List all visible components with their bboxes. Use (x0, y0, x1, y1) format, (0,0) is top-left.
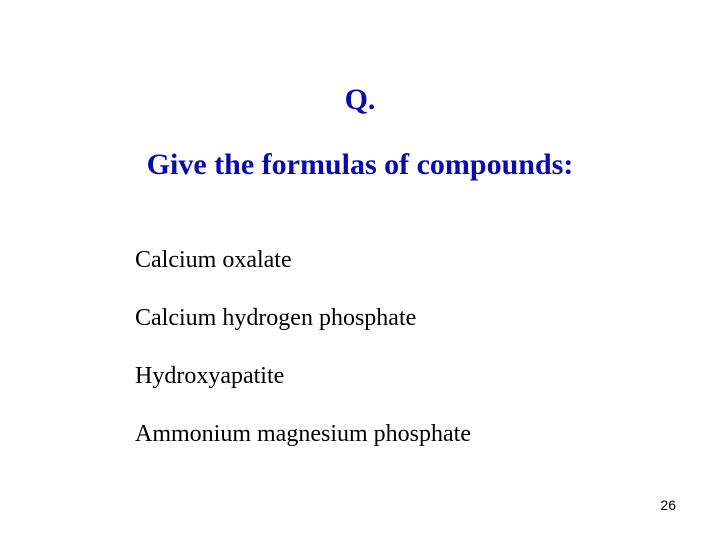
compound-list (135, 245, 471, 477)
list-item: Hydroxyapatite (135, 363, 285, 389)
question-label: Q. (344, 83, 376, 116)
list-item: Calcium oxalate (135, 247, 292, 273)
list-item: Calcium hydrogen phosphate (135, 305, 417, 331)
list-item: Ammonium magnesium phosphate (135, 421, 471, 447)
slide-heading: Give the formulas of compounds: (146, 148, 574, 181)
page-number: 26 (660, 497, 676, 513)
